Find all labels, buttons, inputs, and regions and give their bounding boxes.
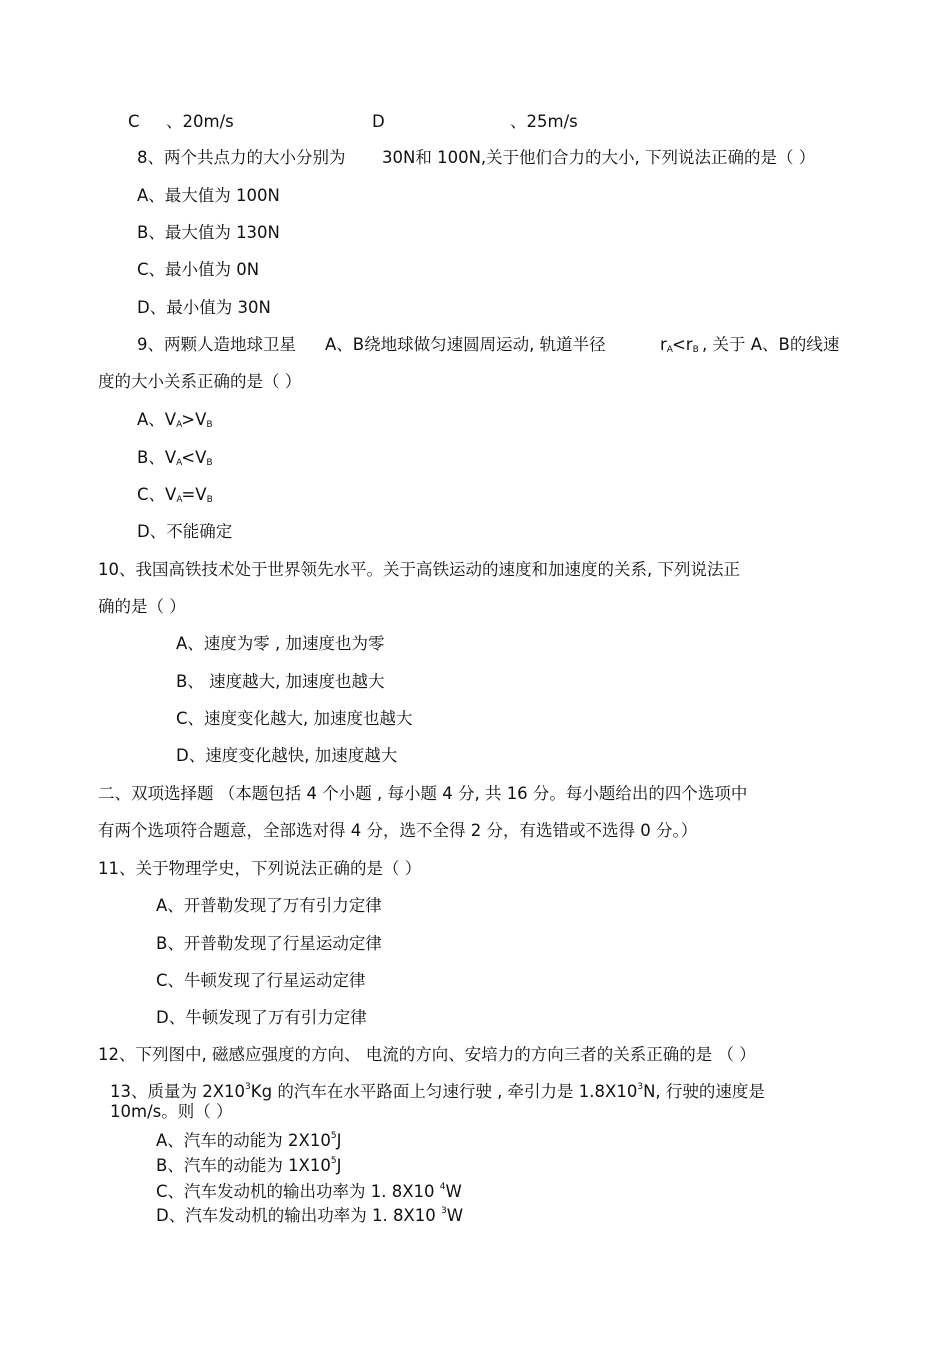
q13-option-c-unit: W (445, 1182, 462, 1201)
q13-option-c-exp: 4 (439, 1182, 446, 1192)
q11-option-a: A、开普勒发现了万有引力定律 (156, 896, 382, 915)
q9-option-b-sub1: A (176, 458, 182, 468)
q13-option-a-unit: J (336, 1131, 342, 1150)
q13-option-d-unit: W (446, 1206, 464, 1225)
q13-exp2: 3 (637, 1082, 644, 1092)
q9-option-b-prefix: B、V (137, 448, 177, 467)
q13-option-b-unit: J (336, 1156, 342, 1175)
q12-stem: 12、下列图中, 磁感应强度的方向、 电流的方向、安培力的方向三者的关系正确的是 （ ） (98, 1045, 756, 1064)
q8-option-c: C、最小值为 0N (137, 260, 260, 279)
q13-option-c (156, 1177, 462, 1202)
q13-option-a-exp: 5 (330, 1131, 337, 1141)
q9-option-a (137, 410, 212, 435)
section2-heading-line1: 二、双项选择题 （本题包括 4 个小题 , 每小题 4 分, 共 16 分。每小题给出的四个选项中 (98, 784, 748, 803)
q9-lt: <r (671, 335, 693, 354)
section2-heading-line2: 有两个选项符合题意，全部选对得 4 分，选不全得 2 分，有选错或不选得 0 分。） (98, 821, 698, 840)
q13-option-b (156, 1151, 341, 1176)
q13-option-a-text: A、汽车的动能为 2X10 (156, 1131, 331, 1150)
q9-radius-relation (660, 335, 698, 360)
q9-option-d: D、不能确定 (137, 522, 233, 541)
q9-stem-line2: 度的大小关系正确的是（ ） (98, 372, 302, 391)
q9-stem-c: , 关于 A、B的线速 (702, 335, 840, 354)
q9-stem-b: A、B绕地球做匀速圆周运动, 轨道半径 (325, 335, 606, 354)
q9-option-b (137, 448, 212, 473)
q10-option-c: C、速度变化越大, 加速度也越大 (176, 709, 413, 728)
q7-option-d-letter: D (372, 112, 385, 131)
q7-option-c-letter: C (128, 112, 140, 131)
q9-option-c (137, 485, 212, 510)
q8-stem-c: 关于他们合力的大小, 下列说法正确的是（ ） (486, 148, 816, 167)
q9-r2-sub: B (692, 345, 698, 355)
q10-option-b: B、 速度越大, 加速度也越大 (176, 672, 385, 691)
q8-option-b: B、最大值为 130N (137, 223, 280, 242)
q11-stem: 11、关于物理学史，下列说法正确的是（ ） (98, 859, 422, 878)
q9-option-a-sub2: B (206, 420, 212, 430)
q7-option-d-value: 、25m/s (510, 112, 578, 131)
q9-option-a-sub1: A (176, 420, 182, 430)
q11-option-d: D、牛顿发现了万有引力定律 (156, 1008, 367, 1027)
q11-option-c: C、牛顿发现了行星运动定律 (156, 971, 366, 990)
q13-option-b-text: B、汽车的动能为 1X10 (156, 1156, 331, 1175)
q9-option-b-op: <V (181, 448, 207, 467)
q10-stem-line1: 10、我国高铁技术处于世界领先水平。关于高铁运动的速度和加速度的关系, 下列说法正 (98, 560, 740, 579)
q9-r1: r (660, 335, 667, 354)
q13-option-a (156, 1126, 341, 1151)
q7-option-c-value: 、20m/s (166, 112, 234, 131)
q13-option-d (156, 1201, 463, 1226)
q8-stem-b: 30N和 100N, (382, 148, 487, 167)
q9-option-a-prefix: A、V (137, 410, 177, 429)
q9-option-b-sub2: B (206, 458, 212, 468)
q9-option-c-sub2: B (206, 495, 212, 505)
q9-option-c-prefix: C、V (137, 485, 177, 504)
q8-option-d: D、最小值为 30N (137, 298, 271, 317)
q9-option-a-op: >V (181, 410, 207, 429)
q13-option-b-exp: 5 (330, 1156, 337, 1166)
q9-option-c-sub1: A (176, 495, 182, 505)
q10-option-a: A、速度为零 , 加速度也为零 (176, 634, 385, 653)
q13-stem-a: 13、质量为 2X10 (110, 1082, 246, 1101)
q9-option-c-op: =V (181, 485, 207, 504)
q13-exp1: 3 (245, 1082, 251, 1092)
q13-stem-c: N, 行驶的速度是 (643, 1082, 765, 1101)
q10-stem-line2: 确的是（ ） (98, 597, 186, 616)
q13-option-d-exp: 3 (440, 1206, 447, 1216)
q13-stem-line2: 10m/s。则（ ） (110, 1102, 233, 1121)
q9-stem-a: 9、两颗人造地球卫星 (137, 335, 296, 354)
q13-stem-b: Kg 的汽车在水平路面上匀速行驶 , 牵引力是 1.8X10 (250, 1082, 638, 1101)
q10-option-d: D、速度变化越快, 加速度越大 (176, 746, 398, 765)
q8-stem-a: 8、两个共点力的大小分别为 (137, 148, 346, 167)
q13-option-c-text: C、汽车发动机的输出功率为 1. 8X10 (156, 1182, 440, 1201)
q9-r1-sub: A (666, 345, 672, 355)
q11-option-b: B、开普勒发现了行星运动定律 (156, 934, 382, 953)
q13-stem-line1 (110, 1077, 765, 1102)
q13-option-d-text: D、汽车发动机的输出功率为 1. 8X10 (156, 1206, 441, 1225)
q8-option-a: A、最大值为 100N (137, 186, 280, 205)
